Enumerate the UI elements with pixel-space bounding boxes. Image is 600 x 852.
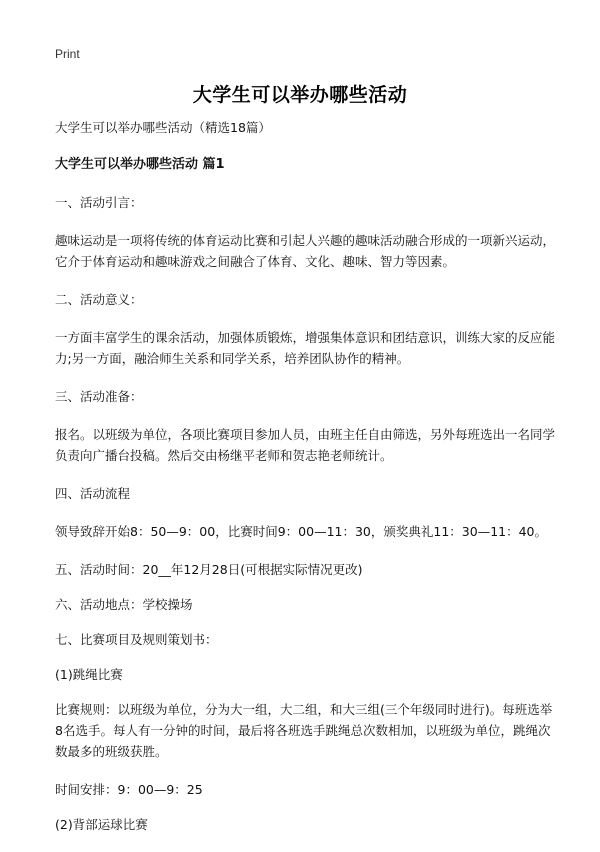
document-subtitle: 大学生可以举办哪些活动（精选18篇）: [55, 120, 271, 135]
section-title: 大学生可以举办哪些活动 篇1: [55, 157, 225, 172]
competition-back-dribble: (2)背部运球比赛: [55, 817, 148, 832]
print-label: Print: [55, 47, 80, 61]
document-title: 大学生可以举办哪些活动: [192, 84, 408, 106]
paragraph-significance: 一方面丰富学生的课余活动，加强体质锻炼，增强集体意识和团结意识，训练大家的反应能力;另一方面，融洽师生关系和同学关系，培养团队协作的精神。: [55, 330, 556, 366]
paragraph-time: 五、活动时间：20__年12月28日(可根据实际情况更改): [55, 562, 363, 577]
paragraph-location: 六、活动地点：学校操场: [55, 597, 193, 612]
heading-rules: 七、比赛项目及规则策划书：: [55, 632, 218, 647]
competition-jump-rope: (1)跳绳比赛: [55, 667, 123, 682]
paragraph-jump-rope-rules: 比赛规则：以班级为单位，分为大一组，大二组，和大三组(三个年级同时进行)。每班选举8名选手。每人有一分钟的时间，最后将各班选手跳绳总次数相加，以班级为单位，跳绳次数最多的班级获胜。: [55, 702, 553, 759]
paragraph-preparation: 报名。以班级为单位，各项比赛项目参加人员，由班主任自由筛选，另外每班选出一名同学负责向广播台投稿。然后交由杨继平老师和贺志艳老师统计。: [55, 427, 556, 463]
paragraph-process: 领导致辞开始8：50—9：00，比赛时间9：00—11：30，颁奖典礼11：30—11：40。: [55, 524, 548, 539]
paragraph-jump-rope-time: 时间安排：9：00—9：25: [55, 782, 203, 797]
heading-intro: 一、活动引言：: [55, 195, 143, 210]
heading-preparation: 三、活动准备：: [55, 389, 143, 404]
document-content: [55, 117, 555, 852]
paragraph-intro: 趣味运动是一项将传统的体育运动比赛和引起人兴趣的趣味活动融合形成的一项新兴运动，它介于体育运动和趣味游戏之间融合了体育、文化、趣味、智力等因素。: [55, 233, 556, 269]
heading-process: 四、活动流程: [55, 486, 131, 501]
heading-significance: 二、活动意义：: [55, 292, 143, 307]
